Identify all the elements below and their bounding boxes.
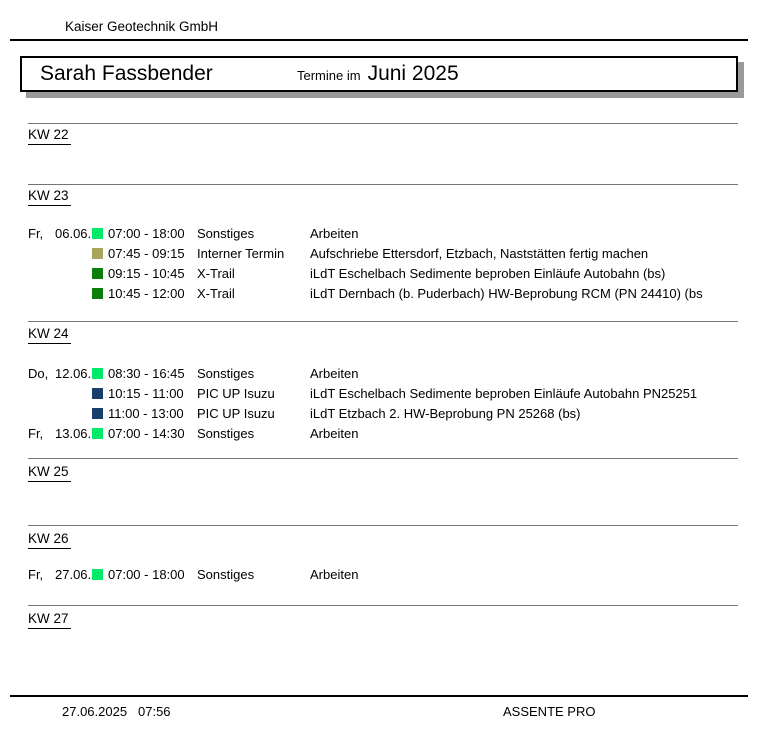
week-divider [28, 123, 738, 124]
time-range: 07:00 - 18:00 [108, 226, 185, 241]
appointment-type: X-Trail [197, 266, 235, 281]
print-time: 07:56 [138, 704, 171, 719]
time-range: 07:00 - 18:00 [108, 567, 185, 582]
category-color-swatch [92, 248, 103, 259]
appointment-type: PIC UP Isuzu [197, 406, 275, 421]
category-color-swatch [92, 368, 103, 379]
person-name: Sarah Fassbender [40, 62, 213, 85]
appointment-row [0, 386, 780, 402]
date-label: 13.06. [55, 426, 92, 441]
appointment-row [0, 406, 780, 422]
appointment-type: Sonstiges [197, 366, 255, 381]
app-name: ASSENTE PRO [503, 704, 596, 719]
appointment-description: Aufschriebe Ettersdorf, Etzbach, Naststätten fertig machen [310, 246, 649, 261]
week-label: KW 24 [28, 326, 71, 344]
day-label: Fr, [28, 567, 44, 582]
appointment-row [0, 567, 780, 583]
appointment-type: X-Trail [197, 286, 235, 301]
appointment-row [0, 226, 780, 242]
footer-divider [10, 695, 748, 697]
appointment-description: Arbeiten [310, 366, 359, 381]
time-range: 07:45 - 09:15 [108, 246, 185, 261]
time-range: 11:00 - 13:00 [108, 406, 184, 421]
week-label: KW 26 [28, 531, 71, 549]
time-range: 10:15 - 11:00 [108, 386, 184, 401]
appointment-type: Sonstiges [197, 567, 255, 582]
appointment-description: iLdT Etzbach 2. HW-Beprobung PN 25268 (bs) [310, 406, 581, 421]
company-name: Kaiser Geotechnik GmbH [65, 19, 219, 34]
appointment-description: Arbeiten [310, 567, 359, 582]
appointment-description: Arbeiten [310, 226, 359, 241]
day-label: Fr, [28, 226, 44, 241]
week-divider [28, 321, 738, 322]
category-color-swatch [92, 228, 103, 239]
appointment-type: Interner Termin [197, 246, 285, 261]
date-label: 06.06. [55, 226, 92, 241]
category-color-swatch [92, 388, 103, 399]
appointment-row [0, 366, 780, 382]
week-label: KW 25 [28, 464, 71, 482]
appointment-type: PIC UP Isuzu [197, 386, 275, 401]
week-divider [28, 525, 738, 526]
period-label: Termine im [297, 68, 361, 83]
appointment-row [0, 266, 780, 282]
header-divider [10, 39, 748, 41]
time-range: 07:00 - 14:30 [108, 426, 185, 441]
week-label: KW 22 [28, 127, 71, 145]
category-color-swatch [92, 288, 103, 299]
time-range: 09:15 - 10:45 [108, 266, 185, 281]
appointment-description: iLdT Dernbach (b. Puderbach) HW-Beprobung RCM (PN 24410) (bs [310, 286, 703, 301]
period-month: Juni 2025 [367, 62, 459, 85]
appointment-description: iLdT Eschelbach Sedimente beproben Einläufe Autobahn PN25251 [310, 386, 698, 401]
date-label: 12.06. [55, 366, 92, 381]
time-range: 08:30 - 16:45 [108, 366, 185, 381]
appointment-type: Sonstiges [197, 226, 255, 241]
report-period [297, 62, 459, 86]
category-color-swatch [92, 428, 103, 439]
category-color-swatch [92, 569, 103, 580]
week-label: KW 27 [28, 611, 71, 629]
week-divider [28, 184, 738, 185]
category-color-swatch [92, 268, 103, 279]
appointment-description: iLdT Eschelbach Sedimente beproben Einläufe Autobahn (bs) [310, 266, 666, 281]
appointment-row [0, 246, 780, 262]
time-range: 10:45 - 12:00 [108, 286, 185, 301]
appointment-row [0, 286, 780, 302]
week-divider [28, 605, 738, 606]
appointment-type: Sonstiges [197, 426, 255, 441]
appointment-description: Arbeiten [310, 426, 359, 441]
day-label: Do, [28, 366, 49, 381]
week-divider [28, 458, 738, 459]
appointment-row [0, 426, 780, 442]
week-label: KW 23 [28, 188, 71, 206]
date-label: 27.06. [55, 567, 92, 582]
day-label: Fr, [28, 426, 44, 441]
report-title-box [20, 56, 738, 92]
print-date: 27.06.2025 [62, 704, 128, 719]
category-color-swatch [92, 408, 103, 419]
